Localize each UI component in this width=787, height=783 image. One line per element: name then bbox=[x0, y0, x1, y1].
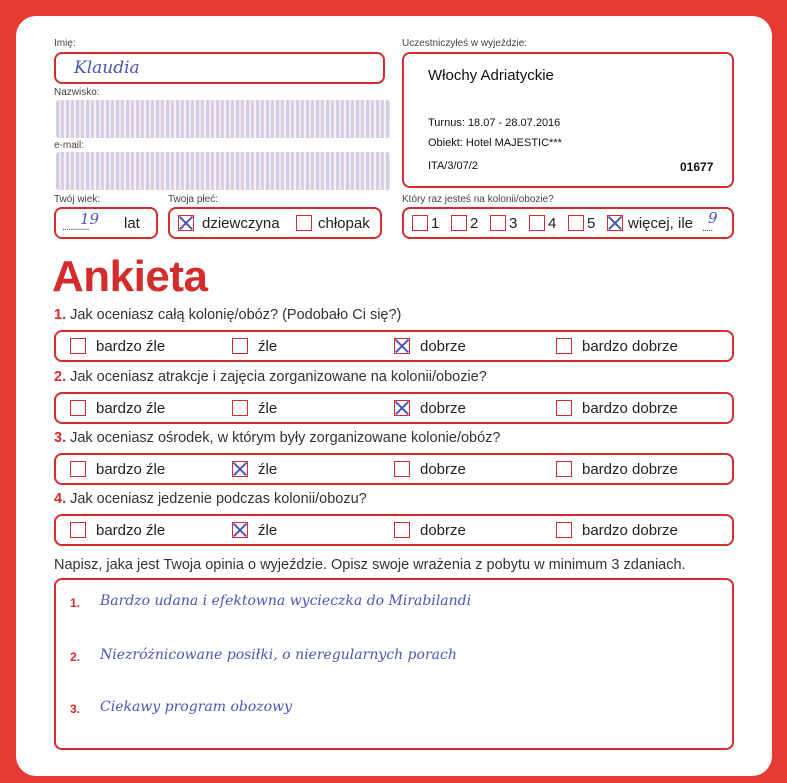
question-2-option-2-checkbox[interactable] bbox=[232, 400, 248, 416]
age-field[interactable] bbox=[54, 207, 158, 239]
question-1-text bbox=[54, 307, 401, 323]
email-label: e-mail: bbox=[54, 140, 85, 151]
question-3-option-4-checkbox[interactable] bbox=[556, 461, 572, 477]
times-option-2-checkbox[interactable] bbox=[451, 215, 467, 231]
question-3-option-3-checkbox[interactable] bbox=[394, 461, 410, 477]
times-option-5-checkbox[interactable] bbox=[568, 215, 584, 231]
question-4-option-2-label: źle bbox=[258, 522, 278, 539]
question-1-option-1-label: bardzo źle bbox=[96, 338, 166, 355]
times-option-1-checkbox[interactable] bbox=[412, 215, 428, 231]
question-1-option-1-checkbox[interactable] bbox=[70, 338, 86, 354]
times-more-label: więcej, ile bbox=[628, 215, 694, 232]
question-1-number: 1. bbox=[54, 307, 67, 323]
question-2-option-3-checkbox[interactable] bbox=[394, 400, 410, 416]
email-redacted bbox=[56, 152, 390, 190]
question-4-option-3-checkbox[interactable] bbox=[394, 522, 410, 538]
question-1-option-2-checkbox[interactable] bbox=[232, 338, 248, 354]
gender-female-label: dziewczyna bbox=[202, 215, 280, 232]
times-field bbox=[402, 207, 734, 239]
question-3-number: 3. bbox=[54, 430, 67, 446]
trip-obiekt: Obiekt: Hotel MAJESTIC*** bbox=[428, 137, 562, 149]
trip-number: 01677 bbox=[680, 160, 714, 174]
times-option-2-label: 2 bbox=[470, 215, 479, 232]
gender-female-checkbox[interactable] bbox=[178, 215, 194, 231]
trip-code: ITA/3/07/2 bbox=[428, 160, 478, 172]
question-4-option-2-checkbox[interactable] bbox=[232, 522, 248, 538]
times-more-dots: ..... bbox=[702, 222, 713, 234]
opinion-box[interactable] bbox=[54, 578, 734, 750]
times-more-checkbox[interactable] bbox=[607, 215, 623, 231]
gender-male-label: chłopak bbox=[318, 215, 370, 232]
times-option-1-label: 1 bbox=[431, 215, 440, 232]
question-3-option-1-label: bardzo źle bbox=[96, 461, 166, 478]
question-4-option-1-label: bardzo źle bbox=[96, 522, 166, 539]
trip-label: Uczestniczyłeś w wyjeździe: bbox=[402, 38, 528, 49]
question-1-label: Jak oceniasz całą kolonię/obóz? (Podobało Ci się?) bbox=[70, 307, 402, 323]
trip-turnus: Turnus: 18.07 - 28.07.2016 bbox=[428, 117, 561, 129]
question-2-option-3-label: dobrze bbox=[420, 400, 466, 417]
trip-name: Włochy Adriatyckie bbox=[428, 67, 554, 84]
question-3-option-4-label: bardzo dobrze bbox=[582, 461, 678, 478]
opinion-2-number: 2. bbox=[70, 650, 81, 664]
question-3-text bbox=[54, 430, 500, 446]
question-4-option-1-checkbox[interactable] bbox=[70, 522, 86, 538]
question-3-option-1-checkbox[interactable] bbox=[70, 461, 86, 477]
opinion-1-text: Bardzo udana i efektowna wycieczka do Mirabilandi bbox=[100, 593, 472, 609]
survey-sheet bbox=[16, 16, 772, 776]
question-4-option-4-label: bardzo dobrze bbox=[582, 522, 678, 539]
name-field[interactable] bbox=[54, 52, 385, 84]
question-4-option-4-checkbox[interactable] bbox=[556, 522, 572, 538]
question-2-option-4-checkbox[interactable] bbox=[556, 400, 572, 416]
question-1-option-4-label: bardzo dobrze bbox=[582, 338, 678, 355]
age-unit: lat bbox=[124, 215, 140, 232]
age-value: 19 bbox=[80, 210, 100, 228]
question-3-option-3-label: dobrze bbox=[420, 461, 466, 478]
question-4-answers bbox=[54, 514, 734, 546]
question-1-answers bbox=[54, 330, 734, 362]
gender-field bbox=[168, 207, 382, 239]
question-4-number: 4. bbox=[54, 491, 67, 507]
question-3-option-2-label: źle bbox=[258, 461, 278, 478]
name-label: Imię: bbox=[54, 38, 76, 49]
times-option-5-label: 5 bbox=[587, 215, 596, 232]
question-3-label: Jak oceniasz ośrodek, w którym były zorganizowane kolonie/obóz? bbox=[70, 430, 501, 446]
question-4-option-3-label: dobrze bbox=[420, 522, 466, 539]
times-option-3-checkbox[interactable] bbox=[490, 215, 506, 231]
question-2-number: 2. bbox=[54, 369, 67, 385]
surname-redacted bbox=[56, 100, 390, 138]
opinion-prompt: Napisz, jaka jest Twoja opinia o wyjeździe. Opisz swoje wrażenia z pobytu w minimum 3 zdaniach. bbox=[54, 557, 686, 573]
times-option-4-label: 4 bbox=[548, 215, 557, 232]
question-1-option-4-checkbox[interactable] bbox=[556, 338, 572, 354]
times-label: Który raz jesteś na kolonii/obozie? bbox=[402, 194, 554, 205]
times-more-value: 9 bbox=[708, 209, 718, 227]
question-3-option-2-checkbox[interactable] bbox=[232, 461, 248, 477]
age-label: Twój wiek: bbox=[54, 194, 101, 205]
question-2-answers bbox=[54, 392, 734, 424]
question-4-label: Jak oceniasz jedzenie podczas kolonii/obozu? bbox=[70, 491, 367, 507]
question-3-answers bbox=[54, 453, 734, 485]
question-1-option-3-checkbox[interactable] bbox=[394, 338, 410, 354]
question-4-text bbox=[54, 491, 367, 507]
question-2-label: Jak oceniasz atrakcje i zajęcia zorganizowane na kolonii/obozie? bbox=[70, 369, 487, 385]
gender-label: Twoja płeć: bbox=[168, 194, 219, 205]
times-option-4-checkbox[interactable] bbox=[529, 215, 545, 231]
opinion-3-number: 3. bbox=[70, 702, 81, 716]
question-2-option-4-label: bardzo dobrze bbox=[582, 400, 678, 417]
question-2-option-1-checkbox[interactable] bbox=[70, 400, 86, 416]
times-option-3-label: 3 bbox=[509, 215, 518, 232]
surname-label: Nazwisko: bbox=[54, 87, 100, 98]
question-1-option-3-label: dobrze bbox=[420, 338, 466, 355]
trip-info-box bbox=[402, 52, 734, 188]
opinion-1-number: 1. bbox=[70, 596, 81, 610]
name-value: Klaudia bbox=[74, 58, 140, 78]
question-1-option-2-label: źle bbox=[258, 338, 278, 355]
opinion-2-text: Niezróżnicowane posiłki, o nieregularnych porach bbox=[100, 647, 457, 663]
question-2-text bbox=[54, 369, 487, 385]
question-2-option-2-label: źle bbox=[258, 400, 278, 417]
age-dots: ............. bbox=[62, 221, 89, 233]
survey-title: Ankieta bbox=[52, 252, 208, 301]
opinion-3-text: Ciekawy program obozowy bbox=[100, 699, 292, 715]
gender-male-checkbox[interactable] bbox=[296, 215, 312, 231]
question-2-option-1-label: bardzo źle bbox=[96, 400, 166, 417]
